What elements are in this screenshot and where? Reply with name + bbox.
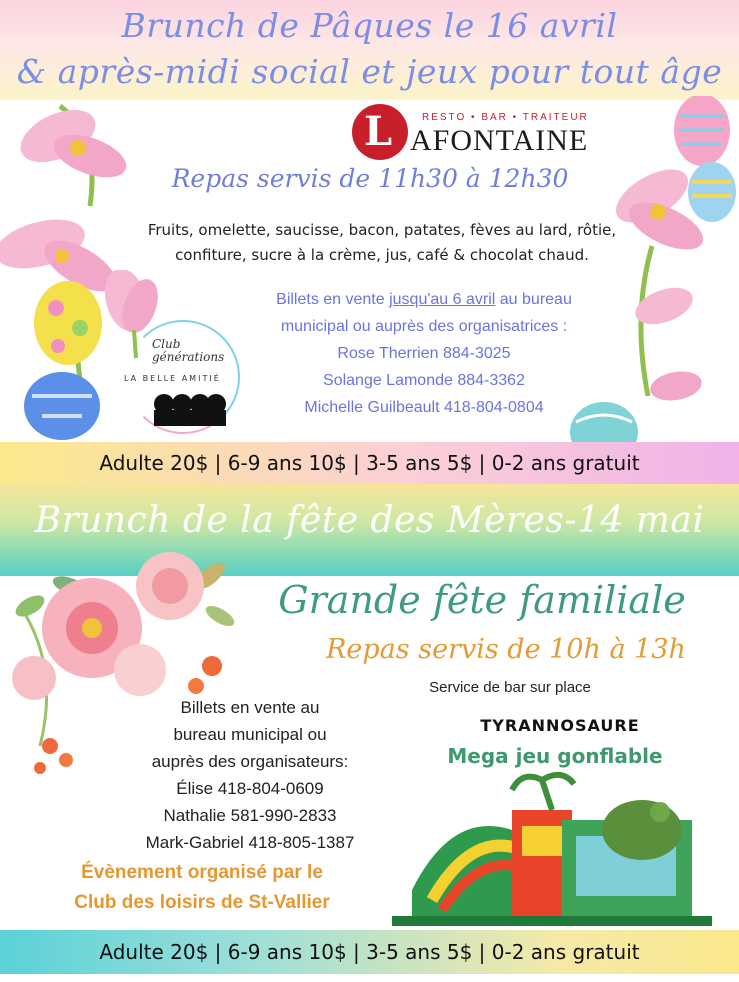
easter-menu xyxy=(118,218,646,268)
easter-title-line1: Brunch de Pâques le 16 avril xyxy=(121,6,618,45)
mothers-day-meal-time: Repas servis de 10h à 13h xyxy=(326,634,686,665)
inflatable-name: TYRANNOSAURE xyxy=(480,716,640,735)
logo-emblem xyxy=(352,104,408,160)
organiser-line: Évènement organisé par le xyxy=(81,862,323,883)
mothers-day-title: Brunch de la fête des Mères-14 mai xyxy=(34,500,705,541)
contact-line: Élise 418-804-0609 xyxy=(176,779,324,798)
bar-service-note: Service de bar sur place xyxy=(429,679,591,696)
family-party-title: Grande fête familiale xyxy=(278,578,686,622)
contact-line: Solange Lamonde 884-3362 xyxy=(323,372,525,389)
tickets-deadline: jusqu'au 6 avril xyxy=(389,291,496,308)
organiser-line: Club des loisirs de St-Vallier xyxy=(74,892,330,913)
inflatable-description: Mega jeu gonflable xyxy=(447,744,663,768)
club-name: LA BELLE AMITIÉ xyxy=(124,374,221,383)
easter-tickets-info xyxy=(214,286,634,421)
logo-tagline: RESTO • BAR • TRAITEUR xyxy=(422,112,589,123)
event-organiser xyxy=(22,858,382,918)
easter-title-line2: & après-midi social et jeux pour tout âge xyxy=(16,52,723,91)
tickets-line: Billets en vente au xyxy=(180,698,320,717)
restaurant-logo xyxy=(352,104,618,162)
contact-line: Nathalie 581-990-2833 xyxy=(163,806,337,825)
tickets-suffix: au bureau xyxy=(495,291,572,308)
tickets-line: auprès des organisateurs: xyxy=(151,752,349,771)
club-script-name: Club générations xyxy=(152,337,225,364)
contact-line: Michelle Guilbeault 418-804-0804 xyxy=(304,399,544,416)
inflatable-dinosaur-slide-icon xyxy=(392,770,718,930)
club-logo xyxy=(118,320,248,438)
tickets-line xyxy=(214,286,634,313)
easter-egg-icon xyxy=(22,366,104,442)
tickets-line: bureau municipal ou xyxy=(173,725,327,744)
tickets-prefix: Billets en vente xyxy=(276,291,390,308)
mothers-day-tickets-info xyxy=(100,694,400,856)
menu-line: confiture, sucre à la crème, jus, café & chocolat chaud. xyxy=(175,246,589,264)
tickets-line: municipal ou auprès des organisatrices : xyxy=(280,318,568,335)
mothers-day-price-bar: Adulte 20$ | 6-9 ans 10$ | 3-5 ans 5$ | 0-2 ans gratuit xyxy=(0,930,739,974)
easter-price-bar: Adulte 20$ | 6-9 ans 10$ | 3-5 ans 5$ | 0-2 ans gratuit xyxy=(0,442,739,484)
contact-line: Rose Therrien 884-3025 xyxy=(337,345,511,362)
contact-line: Mark-Gabriel 418-805-1387 xyxy=(145,833,355,852)
club-logo-silhouettes-icon xyxy=(150,390,230,426)
logo-name: AFONTAINE xyxy=(410,124,589,157)
logo-initial: L xyxy=(364,108,393,155)
easter-meal-time: Repas servis de 11h30 à 12h30 xyxy=(171,164,569,193)
menu-line: Fruits, omelette, saucisse, bacon, patates, fèves au lard, rôtie, xyxy=(147,221,617,239)
